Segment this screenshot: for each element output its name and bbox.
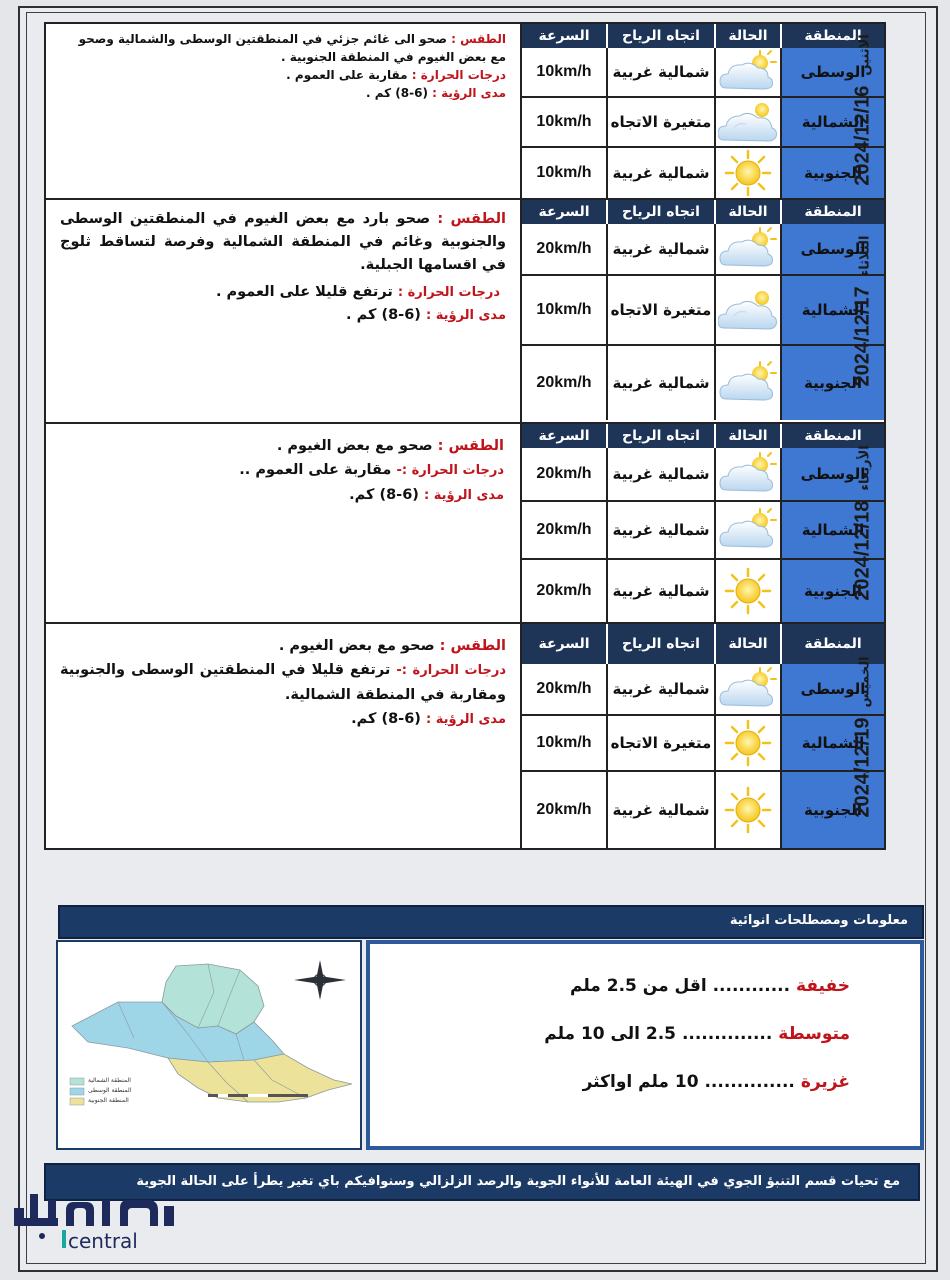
speed-cell: 20km/h <box>522 772 608 848</box>
day-block-2 <box>46 200 884 424</box>
svg-text:central: central <box>68 1229 138 1253</box>
wind-direction-cell: متغيرة الاتجاه <box>608 98 716 148</box>
speed-cell: 10km/h <box>522 276 608 346</box>
wind-direction-cell: متغيرة الاتجاه <box>608 276 716 346</box>
region-cell: الجنوبية <box>782 772 884 848</box>
region-grid <box>522 24 884 198</box>
wind-direction-cell: شمالية غربية <box>608 664 716 716</box>
sunny-icon <box>716 772 782 848</box>
wind-dir-header: اتجاه الرياح <box>608 200 716 224</box>
weather-text: صحو مع بعض الغيوم . <box>278 638 435 654</box>
speed-cell: 20km/h <box>522 664 608 716</box>
central-logo <box>8 1190 178 1254</box>
compass-icon <box>294 960 346 1000</box>
day-block-1 <box>46 24 884 200</box>
partly-cloudy-icon <box>716 48 782 98</box>
legend-central: المنطقة الوسطى <box>88 1087 132 1094</box>
region-header: المنطقة <box>782 424 884 448</box>
region-cell: الشمالية <box>782 502 884 560</box>
wind-direction-cell: متغيرة الاتجاه <box>608 716 716 772</box>
temperature-text: مقاربة على العموم . <box>286 68 408 82</box>
date-cell <box>842 624 884 850</box>
term-dots: .............. <box>681 1024 779 1044</box>
term-dots: .............. <box>704 1072 801 1092</box>
region-cell: الجنوبية <box>782 560 884 622</box>
speed-cell: 20km/h <box>522 502 608 560</box>
visibility-text: (6-8) كم . <box>346 307 421 323</box>
weather-description <box>46 200 522 422</box>
region-cell: الشمالية <box>782 98 884 148</box>
footer-text: مع تحيات قسم التنبؤ الجوي في الهيئة العامة للأنواء الجوية والرصد الزلزالي وسنوافيكم باي تغير يطرأ على الحالة الجوية <box>136 1174 900 1189</box>
date-cell <box>842 22 884 200</box>
temperature-label: درجات الحرارة : <box>397 285 500 300</box>
day-block-3 <box>46 424 884 624</box>
term-label: خفيفة <box>796 976 850 996</box>
sunny-icon <box>716 148 782 198</box>
term-desc: 10 ملم اواكثر <box>582 1072 705 1092</box>
speed-cell: 10km/h <box>522 48 608 98</box>
wind-direction-cell: شمالية غربية <box>608 448 716 502</box>
visibility-label: مدى الرؤية : <box>426 308 506 323</box>
region-cell: الشمالية <box>782 716 884 772</box>
region-cell: الجنوبية <box>782 148 884 198</box>
temperature-text: ترتفع قليلا على العموم . <box>215 284 393 300</box>
speed-header: السرعة <box>522 24 608 48</box>
temperature-text: ترتفع قليلا في المنطقتين الوسطى والجنوبية ومقاربة في المنطقة الشمالية. <box>60 662 506 703</box>
visibility-label: مدى الرؤية : <box>432 86 506 100</box>
date-label: 2024/12/17الثلاثاء <box>851 235 874 387</box>
region-header: المنطقة <box>782 24 884 48</box>
temperature-label: درجات الحرارة :- <box>396 663 506 678</box>
legend-north: المنطقة الشمالية <box>88 1077 131 1084</box>
partly-cloudy-icon <box>716 502 782 560</box>
weather-description <box>46 24 522 198</box>
region-header: المنطقة <box>782 624 884 664</box>
speed-cell: 20km/h <box>522 346 608 420</box>
visibility-label: مدى الرؤية : <box>426 712 506 727</box>
weather-text: صحو الى غائم جزئي في المنطقتين الوسطى والشمالية وصحو مع بعض الغيوم في المنطقة الجنوبية . <box>78 32 506 64</box>
visibility-text: (6-8) كم. <box>349 487 419 503</box>
cloudy-icon <box>716 276 782 346</box>
visibility-text: (6-8) كم. <box>351 711 421 727</box>
partly-cloudy-icon <box>716 224 782 276</box>
term-desc: اقل من 2.5 ملم <box>570 976 713 996</box>
iraq-map-icon <box>58 942 360 1148</box>
scale-bar-icon <box>208 1094 308 1097</box>
weather-text: صحو مع بعض الغيوم . <box>276 438 433 454</box>
wind-direction-cell: شمالية غربية <box>608 48 716 98</box>
speed-cell: 10km/h <box>522 98 608 148</box>
weather-description <box>46 624 522 848</box>
region-cell: الوسطى <box>782 48 884 98</box>
wind-dir-header: اتجاه الرياح <box>608 624 716 664</box>
legend-row-moderate <box>544 1024 850 1044</box>
date-label: 2024/12/19الخميس <box>851 656 874 818</box>
wind-direction-cell: شمالية غربية <box>608 148 716 198</box>
region-header: المنطقة <box>782 200 884 224</box>
region-map <box>56 940 362 1150</box>
weather-label: الطقس : <box>439 638 506 654</box>
legend-south: المنطقة الجنوبية <box>88 1097 129 1104</box>
speed-cell: 20km/h <box>522 448 608 502</box>
day-block-4 <box>46 624 884 848</box>
visibility-text: (6-8) كم . <box>365 86 428 100</box>
region-grid <box>522 624 884 848</box>
speed-cell: 10km/h <box>522 716 608 772</box>
wind-direction-cell: شمالية غربية <box>608 502 716 560</box>
speed-cell: 10km/h <box>522 148 608 198</box>
speed-header: السرعة <box>522 624 608 664</box>
legend-row-light <box>570 976 850 996</box>
map-legend <box>88 1076 131 1106</box>
cloudy-icon <box>716 98 782 148</box>
region-cell: الشمالية <box>782 276 884 346</box>
wind-direction-cell: شمالية غربية <box>608 772 716 848</box>
term-desc: 2.5 الى 10 ملم <box>544 1024 682 1044</box>
weather-label: الطقس : <box>437 438 504 454</box>
speed-cell: 20km/h <box>522 560 608 622</box>
speed-cell: 20km/h <box>522 224 608 276</box>
region-grid <box>522 200 884 422</box>
temperature-label: درجات الحرارة :- <box>396 463 504 478</box>
temperature-label: درجات الحرارة : <box>411 68 506 82</box>
status-header: الحالة <box>716 624 782 664</box>
wind-direction-cell: شمالية غربية <box>608 346 716 420</box>
date-label: 2024/12/18الأربعاء <box>851 445 874 601</box>
partly-cloudy-icon <box>716 346 782 420</box>
region-cell: الوسطى <box>782 664 884 716</box>
rain-intensity-legend <box>366 940 924 1150</box>
weather-label: الطقس : <box>437 211 506 227</box>
speed-header: السرعة <box>522 200 608 224</box>
wind-direction-cell: شمالية غربية <box>608 560 716 622</box>
status-header: الحالة <box>716 200 782 224</box>
sunny-icon <box>716 560 782 622</box>
visibility-label: مدى الرؤية : <box>424 488 504 503</box>
wind-direction-cell: شمالية غربية <box>608 224 716 276</box>
date-cell <box>842 424 884 624</box>
partly-cloudy-icon <box>716 448 782 502</box>
sunny-icon <box>716 716 782 772</box>
weather-text: صحو بارد مع بعض الغيوم في المنطقتين الوسطى والجنوبية وغائم في المنطقة الشمالية وفرصة لتساقط ثلوج في اقسامها الجبلية. <box>60 211 506 273</box>
term-dots: ............ <box>712 976 797 996</box>
partly-cloudy-icon <box>716 664 782 716</box>
info-title: معلومات ومصطلحات انوائية <box>729 913 908 928</box>
legend-row-heavy <box>583 1072 850 1092</box>
weather-description <box>46 424 522 622</box>
region-cell: الجنوبية <box>782 346 884 420</box>
date-label: 2024/12/16الاثنين <box>851 34 874 186</box>
term-label: متوسطة <box>778 1024 850 1044</box>
region-cell: الوسطى <box>782 224 884 276</box>
speed-header: السرعة <box>522 424 608 448</box>
date-cell <box>842 200 884 424</box>
temperature-text: مقاربة على العموم .. <box>239 462 392 478</box>
weather-label: الطقس : <box>451 32 506 46</box>
wind-dir-header: اتجاه الرياح <box>608 424 716 448</box>
status-header: الحالة <box>716 24 782 48</box>
status-header: الحالة <box>716 424 782 448</box>
info-header-band <box>58 905 924 939</box>
date-column <box>842 22 884 850</box>
forecast-table <box>44 22 886 850</box>
region-cell: الوسطى <box>782 448 884 502</box>
term-label: غزيرة <box>800 1072 850 1092</box>
wind-dir-header: اتجاه الرياح <box>608 24 716 48</box>
region-grid <box>522 424 884 622</box>
